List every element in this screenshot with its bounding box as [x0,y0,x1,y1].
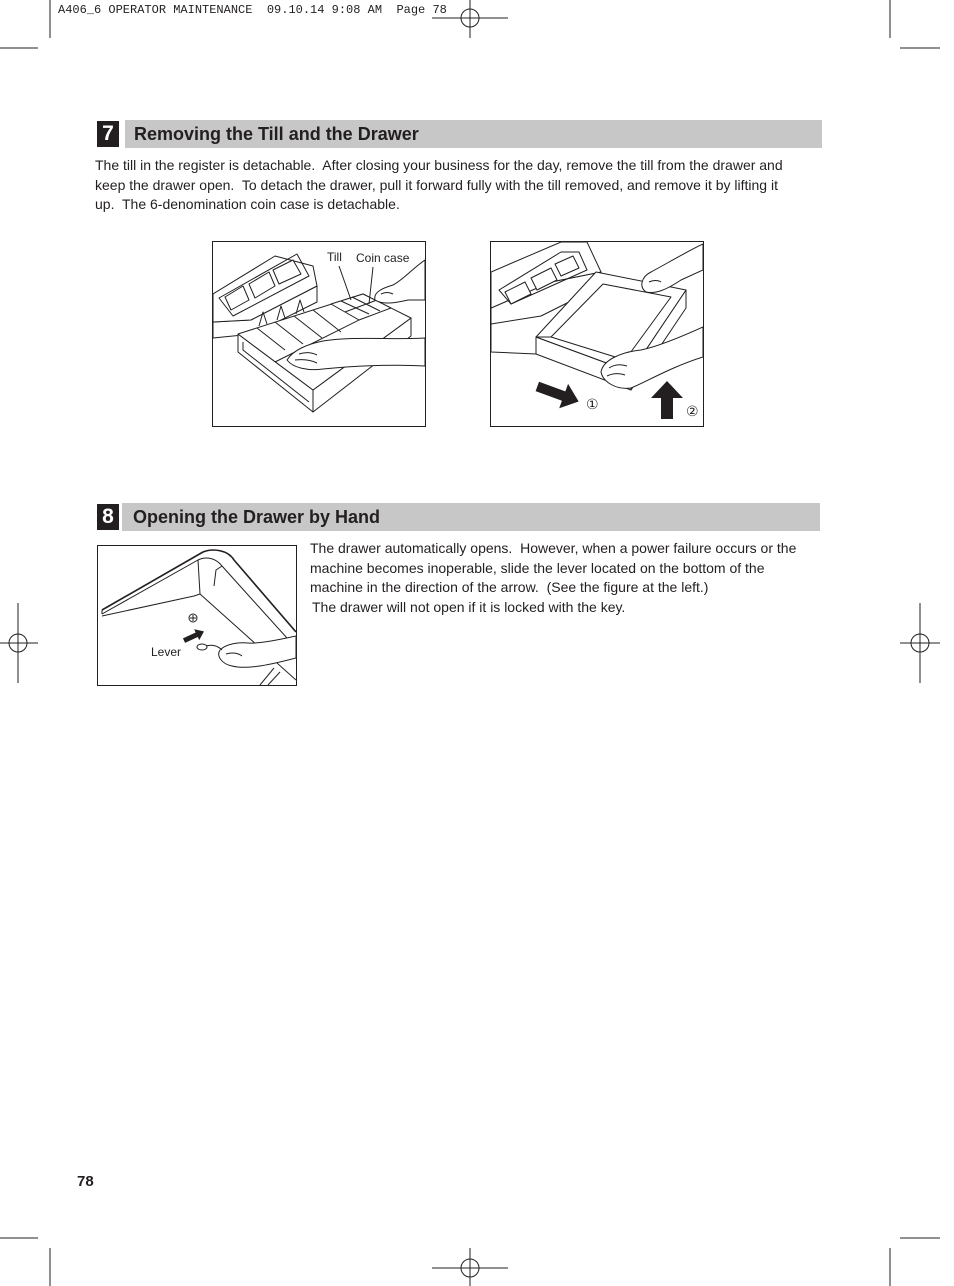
page-number: 78 [77,1173,94,1190]
step-1-label: ① [586,397,599,413]
till-removal-illustration [212,241,426,427]
section-title: Removing the Till and the Drawer [134,124,419,144]
till-removal-drawing [213,242,425,426]
coin-case-label: Coin case [356,251,410,265]
pull-forward-arrow-icon [533,374,583,413]
lift-up-arrow-icon [651,381,683,419]
drawer-lever-drawing [98,546,296,685]
slide-direction-arrow-icon [181,626,206,646]
lever-label: Lever [151,645,182,659]
paragraph-line: The till in the register is detachable. After closing your business for the day, remove the till from the drawer and [95,157,783,173]
section-heading-bar [122,503,820,531]
till-label: Till [327,250,342,264]
section-number-8: 8 [97,504,119,530]
print-slug: A406_6 OPERATOR MAINTENANCE 09.10.14 9:08 AM Page 78 [58,3,447,17]
paragraph-line: machine in the direction of the arrow. (See the figure at the left.) [310,579,709,596]
section-number-7: 7 [97,121,119,147]
drawer-lever-illustration [97,545,297,686]
section-7-paragraph [95,156,783,215]
section-heading-bar [125,120,822,148]
drawer-removal-illustration [490,241,704,427]
paragraph-line: The drawer will not open if it is locked with the key. [312,598,626,615]
paragraph-line: The drawer automatically opens. However, when a power failure occurs or the [310,540,797,556]
section-title: Opening the Drawer by Hand [133,507,381,527]
paragraph-line: machine becomes inoperable, slide the lever located on the bottom of the [310,559,765,576]
section-8-paragraph [310,539,796,617]
paragraph-line: keep the drawer open. To detach the drawer, pull it forward fully with the till removed, and remove it by lifting it [95,176,778,193]
paragraph-line: up. The 6-denomination coin case is detachable. [95,196,400,213]
step-2-label: ② [686,404,699,420]
